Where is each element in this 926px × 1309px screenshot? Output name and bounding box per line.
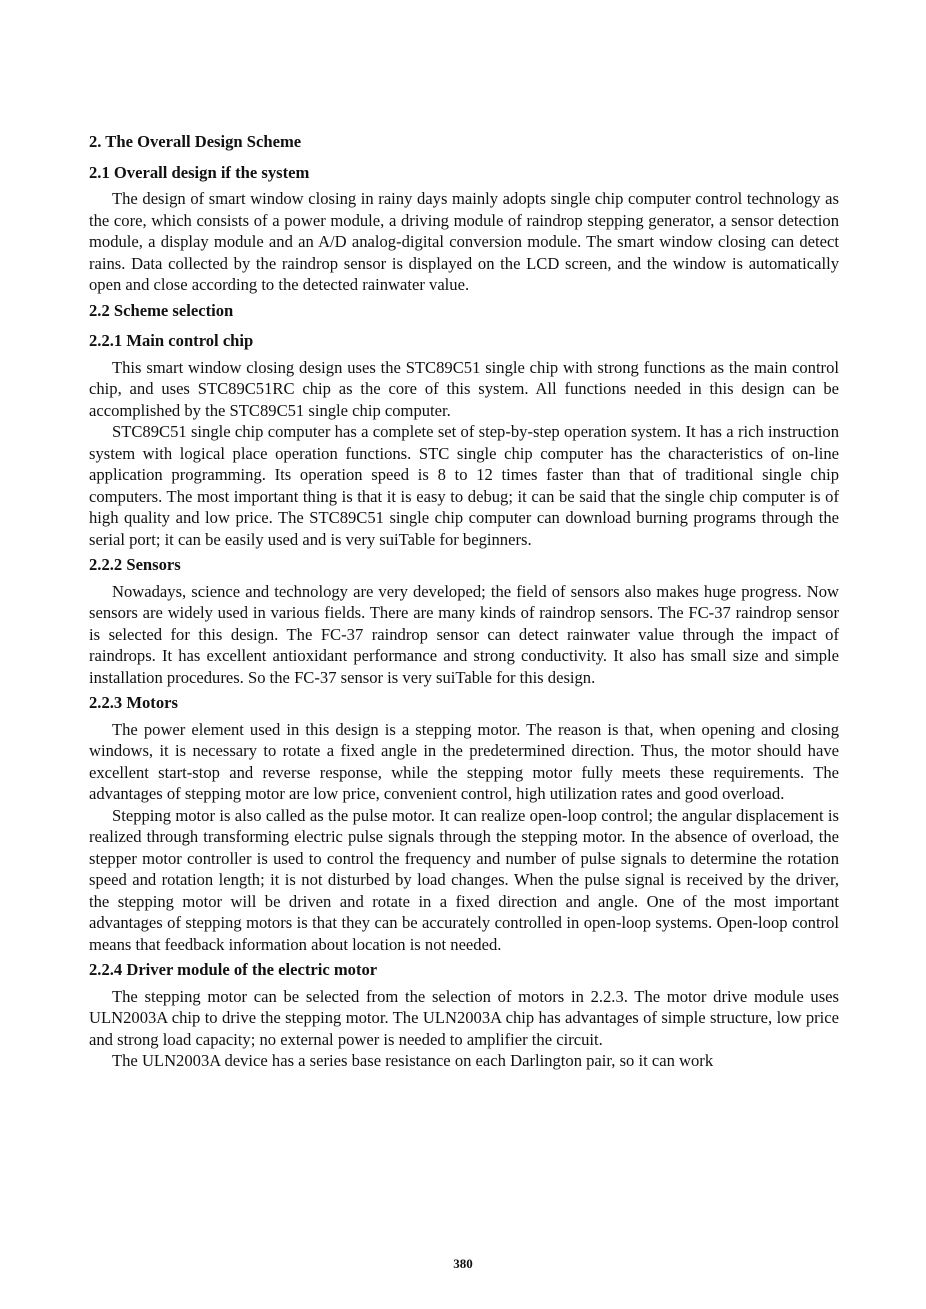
section-heading: 2. The Overall Design Scheme: [89, 132, 302, 151]
paragraph: The stepping motor can be selected from the selection of motors in 2.2.3. The motor drive module uses ULN2003A chip to drive the stepping motor. The ULN2003A chip has advantages of simple structure, low price and strong load capacity; no external power is needed to amplifier the circuit.: [89, 986, 839, 1049]
page-number: 380: [453, 1256, 473, 1271]
paragraph: Stepping motor is also called as the pulse motor. It can realize open-loop control; the angular displacement is realized through transforming electric pulse signals through the stepping motor. In the absence of overload, the stepper motor controller is used to control the frequency and number of pulse signals to determine the rotation speed and rotation length; it is not disturbed by load changes. When the pulse signal is received by the driver, the stepping motor will be driven and rotate in a fixed direction and angle. One of the most important advantages of stepping motors is that they can be accurately controlled in open-loop systems. Open-loop control means that feedback information about location is not needed.: [89, 805, 839, 954]
subsubsection-heading: 2.2.4 Driver module of the electric motor: [89, 960, 378, 979]
paragraph: STC89C51 single chip computer has a complete set of step-by-step operation system. It has a rich instruction system with logical place operation functions. STC single chip computer has the characteristics of on-line application programming. Its operation speed is 8 to 12 times faster than that of traditional single chip computers. The most important thing is that it is easy to debug; it can be said that the single chip computer is of high quality and low price. The STC89C51 single chip computer can download burning programs through the serial port; it can be easily used and is very suiTable for beginners.: [89, 422, 839, 549]
paragraph: Nowadays, science and technology are very developed; the field of sensors also makes huge progress. Now sensors are widely used in various fields. There are many kinds of raindrop sensors. The FC-37 raindrop sensor is selected for this design. The FC-37 raindrop sensor can detect rainwater value through the impact of raindrops. It has excellent antioxidant performance and strong conductivity. It also has small size and simple installation procedures. So the FC-37 sensor is very suiTable for this design.: [89, 581, 839, 687]
paragraph: The design of smart window closing in rainy days mainly adopts single chip computer control technology as the core, which consists of a power module, a driving module of raindrop stepping generator, a sensor detection module, a display module and an A/D analog-digital conversion module. The smart window closing can detect rains. Data collected by the raindrop sensor is displayed on the LCD screen, and the window is automatically open and close according to the detected rainwater value.: [89, 189, 839, 294]
subsubsection-heading: 2.2.2 Sensors: [89, 555, 181, 574]
page-body: [89, 131, 839, 1072]
paragraph: The power element used in this design is a stepping motor. The reason is that, when opening and closing windows, it is necessary to rotate a fixed angle in the predetermined direction. Thus, the motor should have excellent start-stop and reverse response, while the stepping motor fully meets these requirements. The advantages of stepping motor are low price, convenient control, high utilization rates and good overload.: [89, 719, 839, 803]
paragraph: This smart window closing design uses the STC89C51 single chip with strong functions as the main control chip, and uses STC89C51RC chip as the core of this system. All functions needed in this design can be accomplished by the STC89C51 single chip computer.: [89, 357, 839, 420]
subsubsection-heading: 2.2.3 Motors: [89, 693, 178, 712]
subsubsection-heading: 2.2.1 Main control chip: [89, 331, 254, 350]
subsection-heading: 2.2 Scheme selection: [89, 300, 234, 320]
paragraph: The ULN2003A device has a series base resistance on each Darlington pair, so it can work: [112, 1051, 714, 1070]
subsection-heading: 2.1 Overall design if the system: [89, 162, 310, 182]
